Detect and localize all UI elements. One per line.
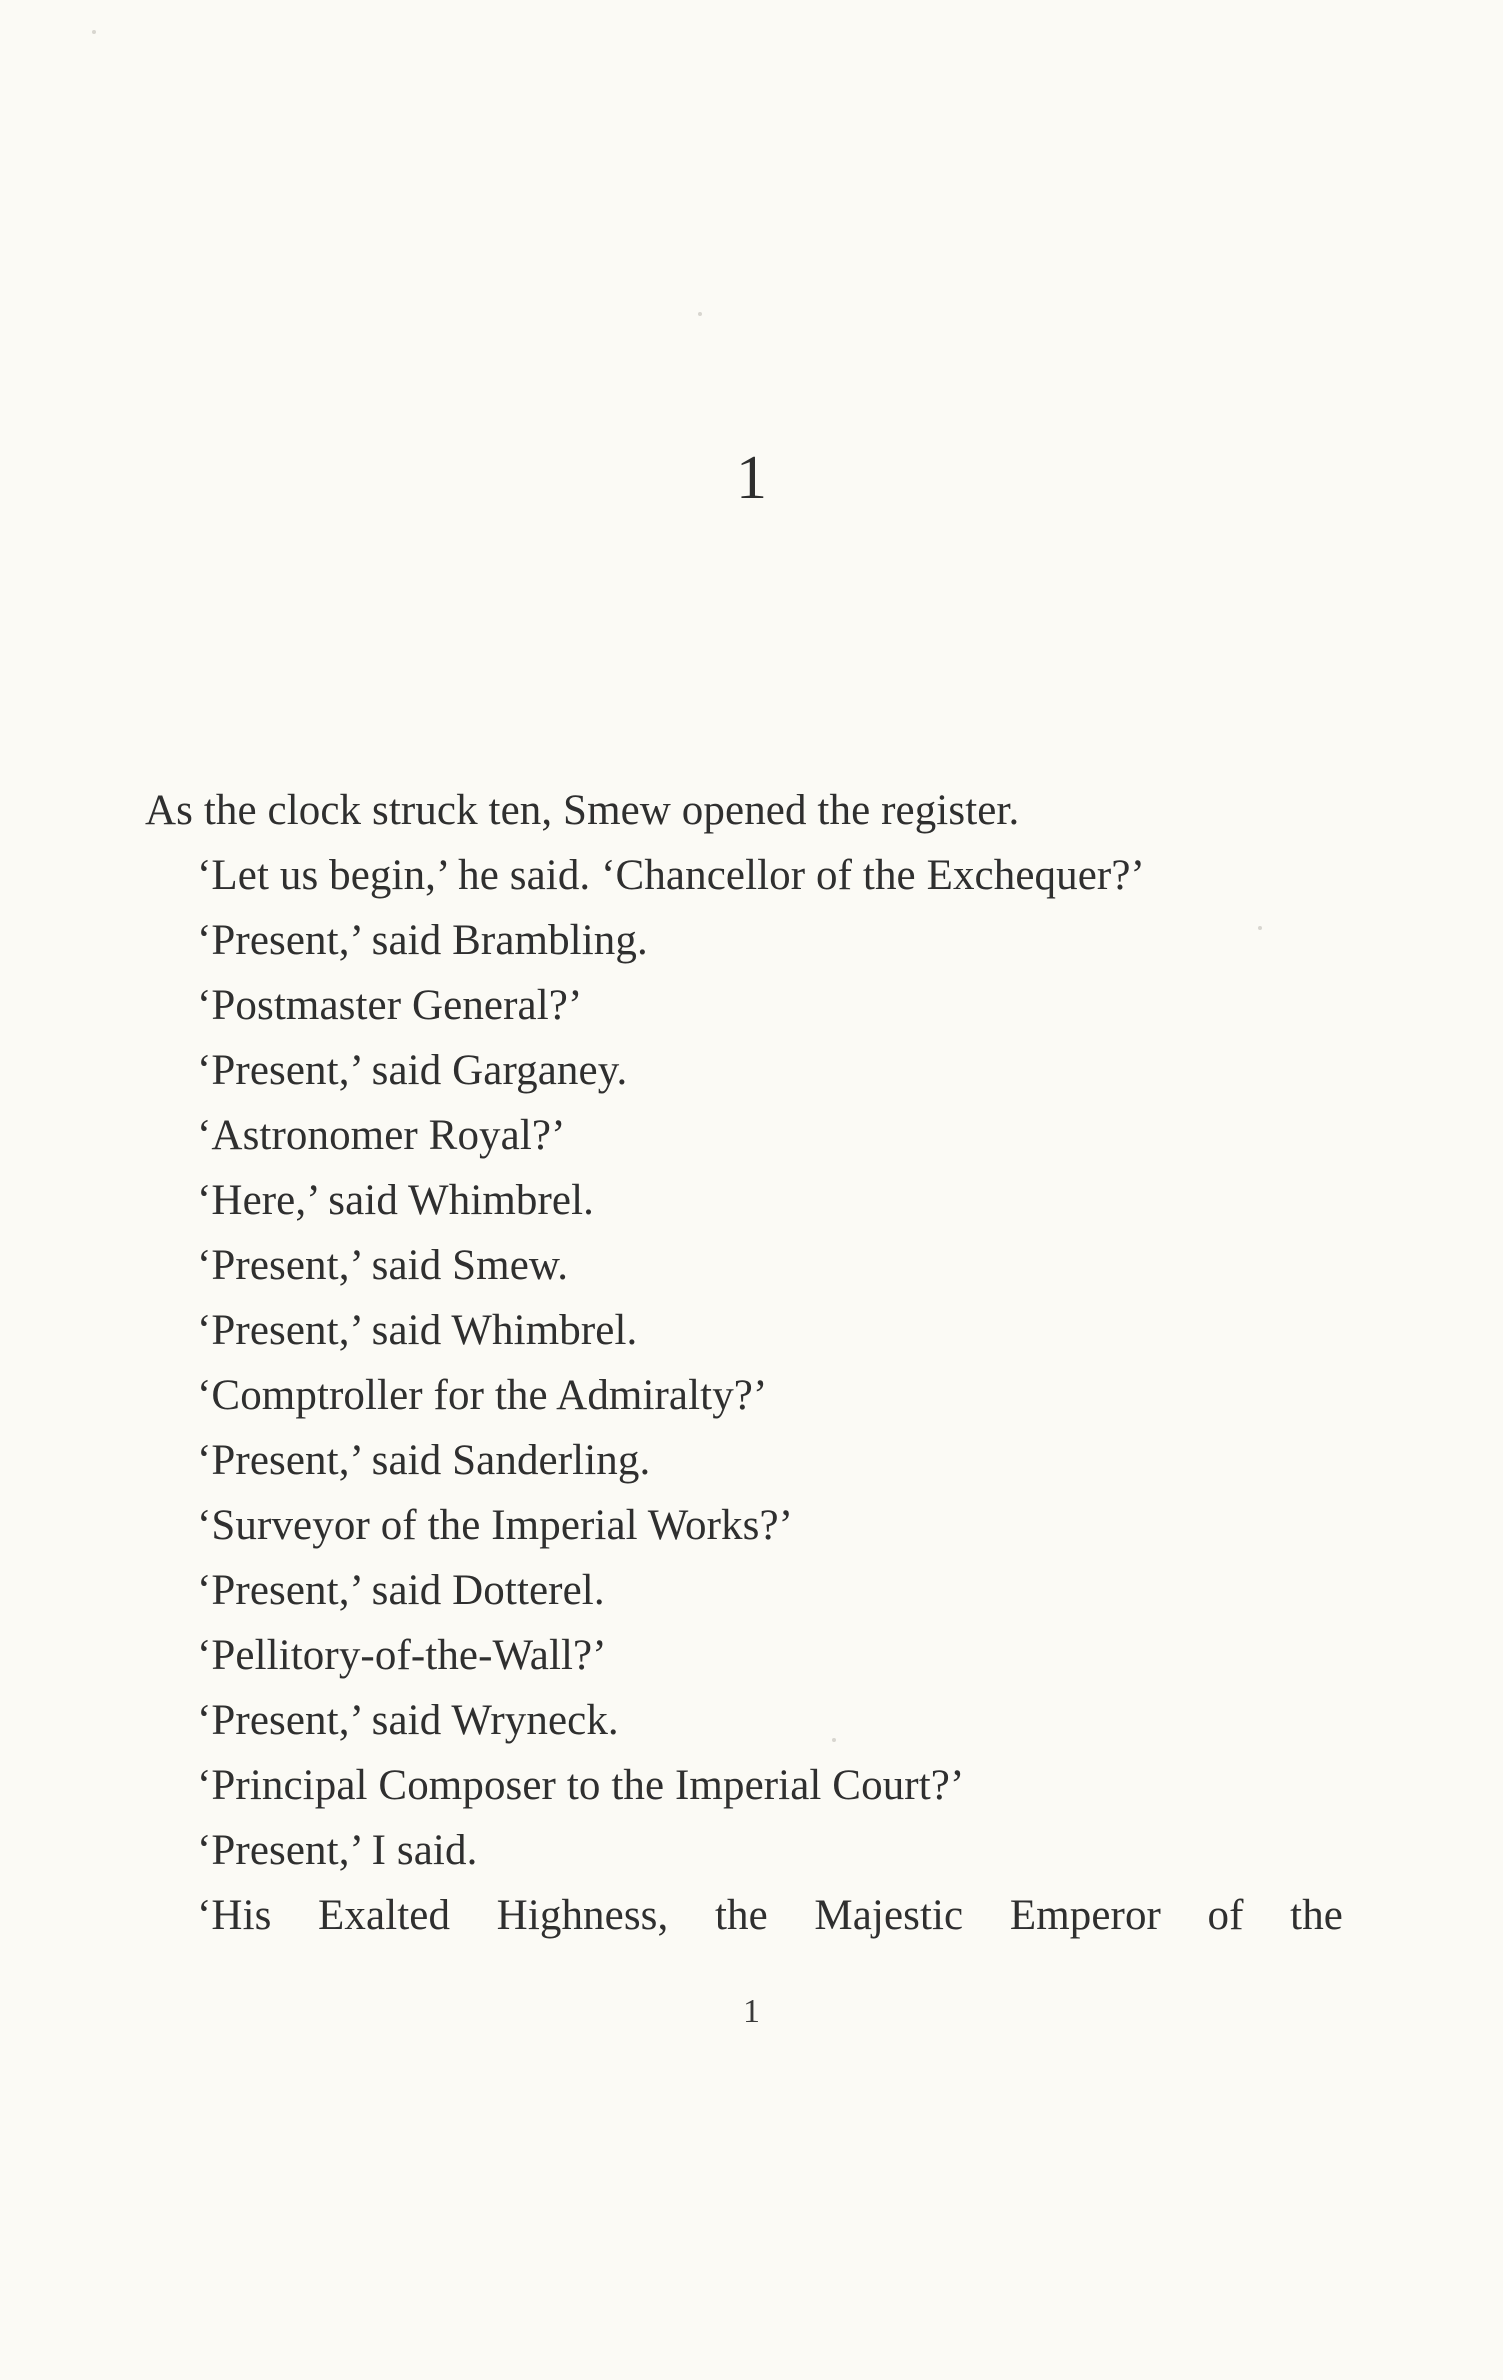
text-line: ‘Present,’ said Dotterel. xyxy=(197,1567,605,1614)
text-line: ‘Present,’ said Wryneck. xyxy=(197,1697,619,1744)
text-line: ‘Comptroller for the Admiralty?’ xyxy=(197,1372,768,1419)
text-line: As the clock struck ten, Smew opened the register. xyxy=(145,787,1020,834)
text-line: ‘Present,’ I said. xyxy=(197,1827,478,1874)
text-line: ‘Present,’ said Sanderling. xyxy=(197,1437,651,1484)
text-line: ‘Present,’ said Brambling. xyxy=(197,917,648,964)
text-line: ‘His Exalted Highness, the Majestic Emperor of the xyxy=(197,1892,1343,1939)
body-text xyxy=(145,778,1345,1948)
text-line: ‘Present,’ said Smew. xyxy=(197,1242,569,1289)
text-line: ‘Present,’ said Garganey. xyxy=(197,1047,628,1094)
text-line: ‘Astronomer Royal?’ xyxy=(197,1112,566,1159)
text-line: ‘Here,’ said Whimbrel. xyxy=(197,1177,595,1224)
chapter-number: 1 xyxy=(736,444,767,512)
text-line: ‘Present,’ said Whimbrel. xyxy=(197,1307,638,1354)
paper-speck xyxy=(92,30,96,34)
text-line: ‘Pellitory-of-the-Wall?’ xyxy=(197,1632,607,1679)
text-line: ‘Surveyor of the Imperial Works?’ xyxy=(197,1502,794,1549)
page-number: 1 xyxy=(743,1993,760,2030)
text-line: ‘Let us begin,’ he said. ‘Chancellor of the Exchequer?’ xyxy=(197,852,1145,899)
paper-speck xyxy=(698,312,702,316)
text-line: ‘Principal Composer to the Imperial Court?’ xyxy=(197,1762,965,1809)
text-line: ‘Postmaster General?’ xyxy=(197,982,583,1029)
